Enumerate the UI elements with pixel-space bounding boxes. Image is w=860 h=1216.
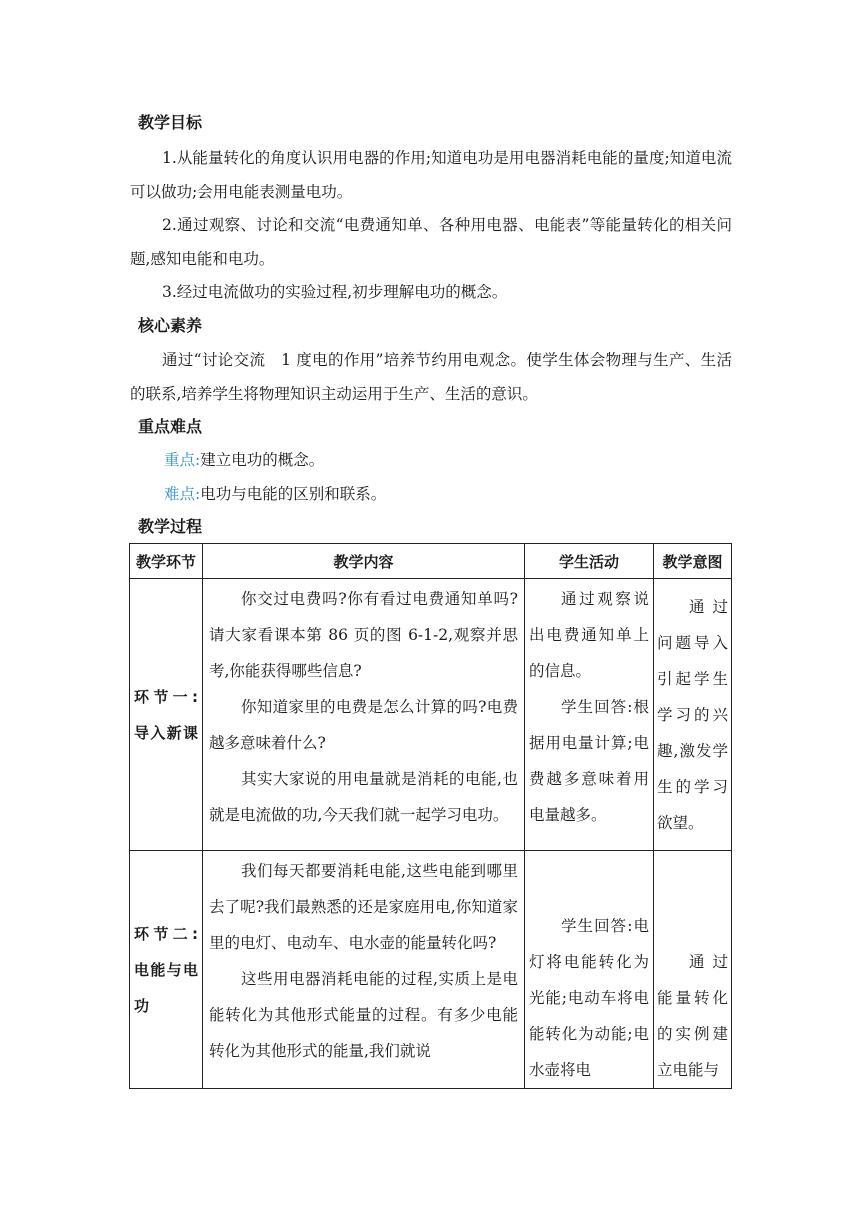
column-header-stage: 教学环节	[130, 544, 203, 579]
literacy-text: 通过“讨论交流 1 度电的作用”培养节约用电观念。使学生体会物理与生产、生活的联系,培养学生将物理知识主动运用于生产、生活的意识。	[130, 351, 732, 403]
intent-paragraph: 通过能量转化的实例建立电能与	[657, 953, 728, 1079]
intent-paragraph: 通过问题导入引起学生学习的兴趣,激发学生的学习欲望。	[657, 597, 728, 832]
content-paragraph: 其实大家说的用电量就是消耗的电能,也就是电流做的功,今天我们就一起学习电功。	[209, 770, 518, 824]
objective-item-2: 2.通过观察、讨论和交流“电费通知单、各种用电器、电能表”等能量转化的相关问题,感知电能和电功。	[130, 216, 732, 268]
column-header-content: 教学内容	[203, 544, 525, 579]
difficulty-line	[164, 483, 386, 505]
objective-item-1: 1.从能量转化的角度认识用电器的作用;知道电功是用电器消耗电能的量度;知道电流可以做功;会用电能表测量电功。	[130, 149, 732, 201]
content-cell	[203, 851, 525, 1089]
key-point-text: 建立电功的概念。	[200, 451, 325, 469]
activity-paragraph: 学生回答:电灯将电能转化为光能;电动车将电能转化为动能;电水壶将电	[529, 917, 649, 1079]
stage-cell	[130, 851, 203, 1089]
difficulty-label: 难点:	[164, 485, 201, 503]
activity-paragraph: 学生回答:根据用电量计算;电费越多意味着用电量越多。	[529, 698, 649, 824]
column-header-intent: 教学意图	[654, 544, 732, 579]
activity-cell	[525, 579, 654, 851]
table-row	[130, 851, 732, 1089]
intent-cell	[654, 579, 732, 851]
literacy-heading: 核心素养	[138, 316, 203, 335]
activity-paragraph: 通过观察说出电费通知单上的信息。	[529, 590, 649, 680]
content-cell	[203, 579, 525, 851]
objective-item-3: 3.经过电流做功的实验过程,初步理解电功的概念。	[162, 283, 508, 301]
activity-cell	[525, 851, 654, 1089]
difficulty-text: 电功与电能的区别和联系。	[200, 485, 387, 503]
stage-label: 环节二:电能与电功	[134, 924, 198, 1015]
intent-cell	[654, 851, 732, 1089]
key-point-line	[164, 449, 324, 471]
process-table	[129, 543, 732, 1089]
content-paragraph: 我们每天都要消耗电能,这些电能到哪里去了呢?我们最熟悉的还是家庭用电,你知道家里的电灯、电动车、电水壶的能量转化吗?	[209, 862, 518, 952]
key-point-label: 重点:	[164, 451, 201, 469]
content-paragraph: 你交过电费吗?你有看过电费通知单吗?请大家看课本第 86 页的图 6-1-2,观察并思考,你能获得哪些信息?	[209, 590, 518, 680]
content-paragraph: 这些用电器消耗电能的过程,实质上是电能转化为其他形式能量的过程。有多少电能转化为其他形式的能量,我们就说	[209, 970, 518, 1060]
objectives-heading: 教学目标	[138, 113, 203, 132]
stage-cell	[130, 579, 203, 851]
content-paragraph: 你知道家里的电费是怎么计算的吗?电费越多意味着什么?	[209, 698, 518, 752]
column-header-activity: 学生活动	[525, 544, 654, 579]
process-heading: 教学过程	[138, 517, 203, 536]
table-header-row	[130, 544, 732, 579]
key-points-heading: 重点难点	[138, 417, 203, 436]
table-row	[130, 579, 732, 851]
stage-label: 环节一:导入新课	[134, 687, 198, 742]
